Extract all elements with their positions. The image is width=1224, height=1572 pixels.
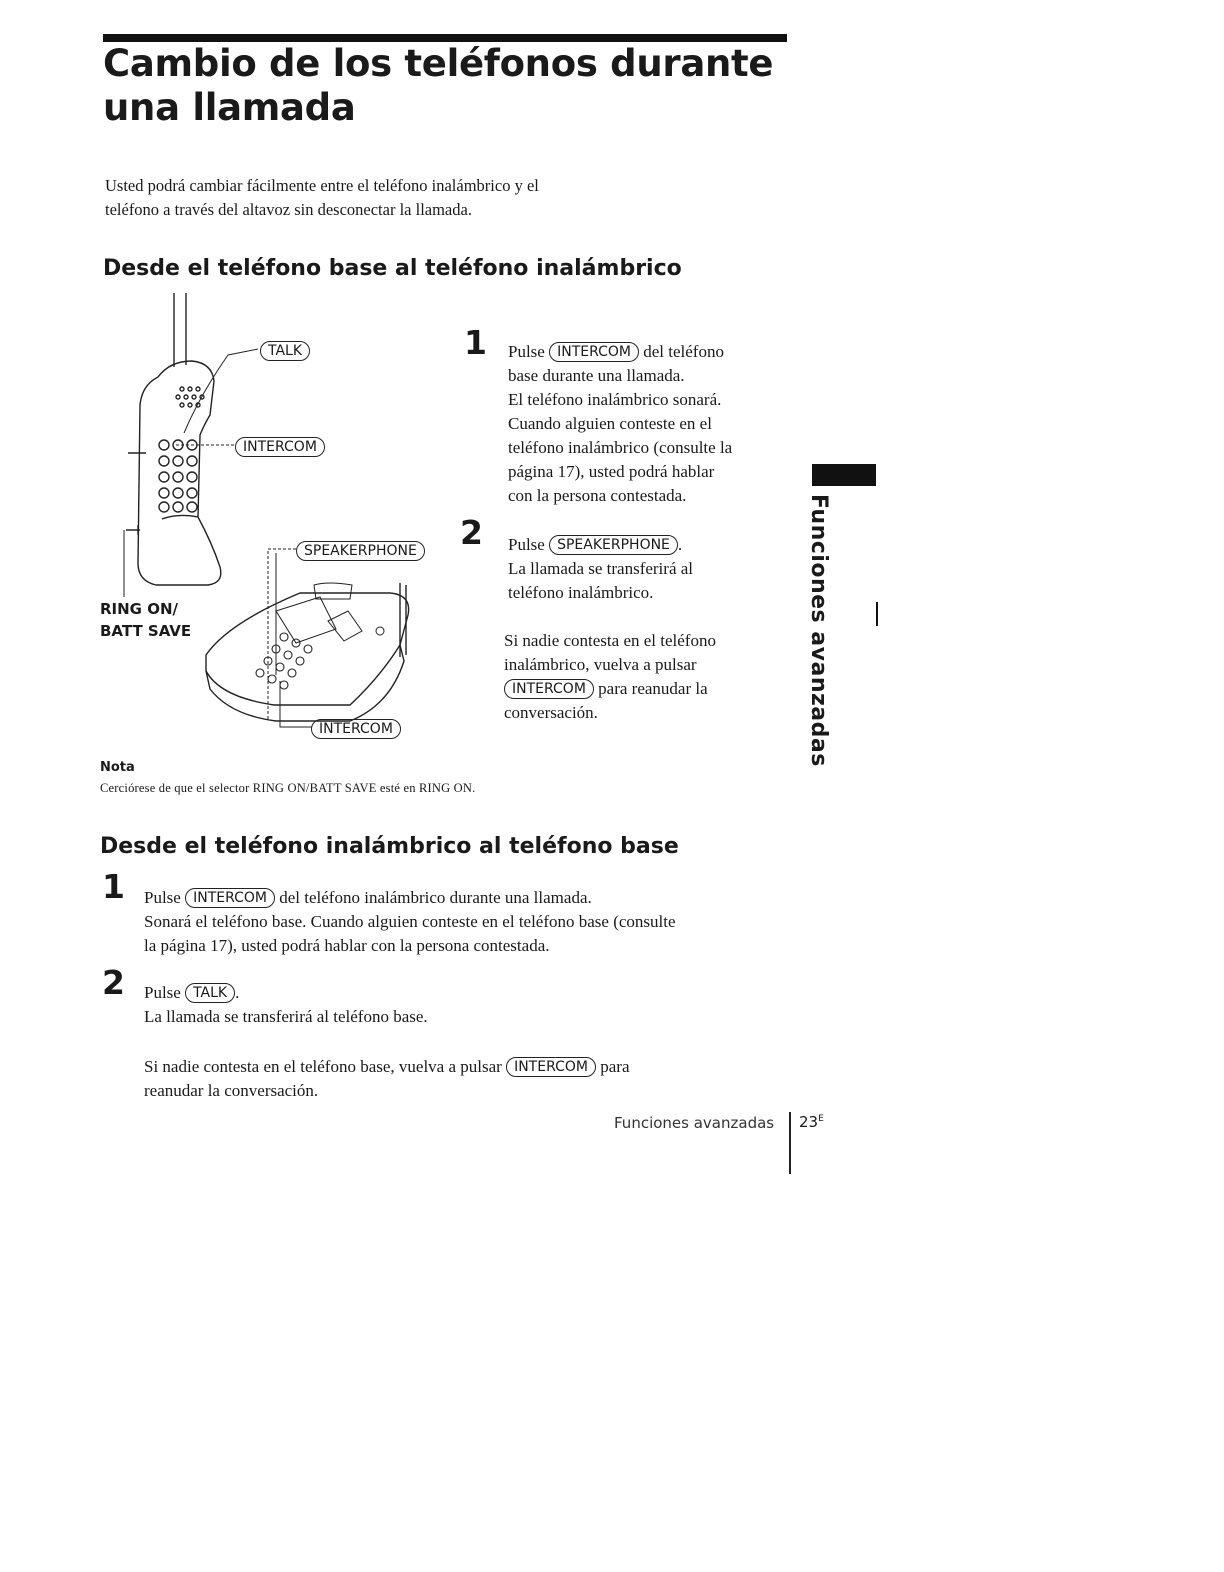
- step1-line: Cuando alguien conteste en el: [508, 414, 712, 433]
- intro-line2: teléfono a través del altavoz sin desconectar la llamada.: [105, 200, 472, 219]
- side-tab-marker: [812, 464, 876, 486]
- note-line4: conversación.: [504, 703, 598, 722]
- base-unit-body: [206, 593, 409, 705]
- handset-body: [138, 361, 221, 585]
- intercom-base-leader: [280, 681, 312, 727]
- speakerphone-leader: [268, 549, 296, 721]
- footer-rule: [789, 1112, 791, 1174]
- step1-pre: Pulse: [508, 342, 545, 361]
- section2-note: [144, 1055, 630, 1103]
- talk-key: TALK: [260, 341, 310, 361]
- page-title-line2: una llamada: [103, 86, 356, 129]
- intercom-key: INTERCOM: [506, 1057, 596, 1077]
- section1-note: [504, 629, 716, 725]
- talk-key: TALK: [185, 983, 235, 1003]
- diagram-talk-label: [260, 341, 310, 361]
- side-tick: [876, 602, 878, 626]
- step2-first-line: [508, 533, 693, 557]
- step2-line: La llamada se transferirá al: [508, 559, 694, 578]
- intercom-key: INTERCOM: [235, 437, 325, 457]
- side-tab-label: Funciones avanzadas: [806, 494, 831, 767]
- footer-section-name: Funciones avanzadas: [614, 1114, 775, 1132]
- section1-step1-text: [508, 340, 732, 508]
- base-keypad: [256, 633, 312, 689]
- section1-heading: Desde el teléfono base al teléfono inalámbrico: [103, 256, 682, 281]
- s2-step2-pre: Pulse: [144, 983, 181, 1002]
- intercom-key: INTERCOM: [311, 719, 401, 739]
- diagram-intercom-base-label: [311, 719, 401, 739]
- s2-step2-first-line: [144, 981, 428, 1005]
- handset-side-switch: [126, 453, 146, 535]
- s2-note-pre: Si nadie contesta en el teléfono base, vuelva a pulsar: [144, 1057, 502, 1076]
- section1-step2-text: [508, 533, 693, 605]
- section2-step2-text: [144, 981, 428, 1029]
- intercom-key: INTERCOM: [549, 342, 639, 362]
- note-line3-post: para reanudar la: [598, 679, 708, 698]
- step1-line: base durante una llamada.: [508, 366, 685, 385]
- page-number: 23: [799, 1113, 819, 1131]
- speakerphone-key: SPEAKERPHONE: [296, 541, 425, 561]
- handset-keypad: [159, 440, 198, 519]
- note-line1: Si nadie contesta en el teléfono: [504, 631, 716, 650]
- s2-step2-line: La llamada se transferirá al teléfono base.: [144, 1007, 428, 1026]
- handset-antenna: [174, 293, 186, 367]
- diagram-intercom-handset-label: [235, 437, 325, 457]
- note-line3: [504, 677, 716, 701]
- nota-heading: Nota: [100, 760, 135, 775]
- s2-step1-line: Sonará el teléfono base. Cuando alguien conteste en el teléfono base (consulte: [144, 912, 676, 931]
- note-line2: inalámbrico, vuelva a pulsar: [504, 655, 697, 674]
- s2-step1-pre: Pulse: [144, 888, 181, 907]
- step1-line: página 17), usted podrá hablar: [508, 462, 715, 481]
- s2-step1-line: la página 17), usted podrá hablar con la persona contestada.: [144, 936, 550, 955]
- ring-label-line2: BATT SAVE: [100, 622, 192, 640]
- footer-page-number: [799, 1113, 824, 1131]
- step2-post: .: [677, 535, 683, 554]
- page-title: [103, 42, 823, 130]
- step1-line: con la persona contestada.: [508, 486, 687, 505]
- title-rule: [103, 34, 787, 42]
- step1-first-line: [508, 340, 732, 364]
- intercom-key: INTERCOM: [504, 679, 594, 699]
- s2-step2-post: .: [235, 983, 240, 1002]
- nota-text: Cerciórese de que el selector RING ON/BATT SAVE esté en RING ON.: [100, 781, 476, 795]
- step2-line: teléfono inalámbrico.: [508, 583, 654, 602]
- section2-step1-number: 1: [102, 867, 125, 906]
- section2-heading: Desde el teléfono inalámbrico al teléfono base: [100, 834, 679, 859]
- ring-batt-label: [100, 598, 191, 642]
- s2-note-line1: [144, 1055, 630, 1079]
- s2-step1-first-line: [144, 886, 676, 910]
- intro-line1: Usted podrá cambiar fácilmente entre el teléfono inalámbrico y el: [105, 176, 539, 195]
- section2-step1-text: [144, 886, 676, 958]
- page-suffix: E: [818, 1114, 824, 1124]
- speakerphone-key: SPEAKERPHONE: [549, 535, 678, 555]
- step2-pre: Pulse: [508, 535, 545, 554]
- s2-note-post: para: [600, 1057, 630, 1076]
- step1-line: El teléfono inalámbrico sonará.: [508, 390, 722, 409]
- section2-step2-number: 2: [102, 963, 125, 1002]
- intercom-key: INTERCOM: [185, 888, 275, 908]
- step1-post: del teléfono: [643, 342, 724, 361]
- section1-step2-number: 2: [460, 513, 483, 552]
- step1-line: teléfono inalámbrico (consulte la: [508, 438, 733, 457]
- s2-note-line2: reanudar la conversación.: [144, 1081, 319, 1100]
- diagram-speakerphone-label: [296, 541, 425, 561]
- intro-paragraph: [105, 174, 665, 222]
- ring-label-line1: RING ON/: [100, 600, 179, 618]
- section1-step1-number: 1: [464, 323, 487, 362]
- s2-step1-post: del teléfono inalámbrico durante una llamada.: [279, 888, 592, 907]
- page-title-line1: Cambio de los teléfonos durante: [103, 42, 774, 85]
